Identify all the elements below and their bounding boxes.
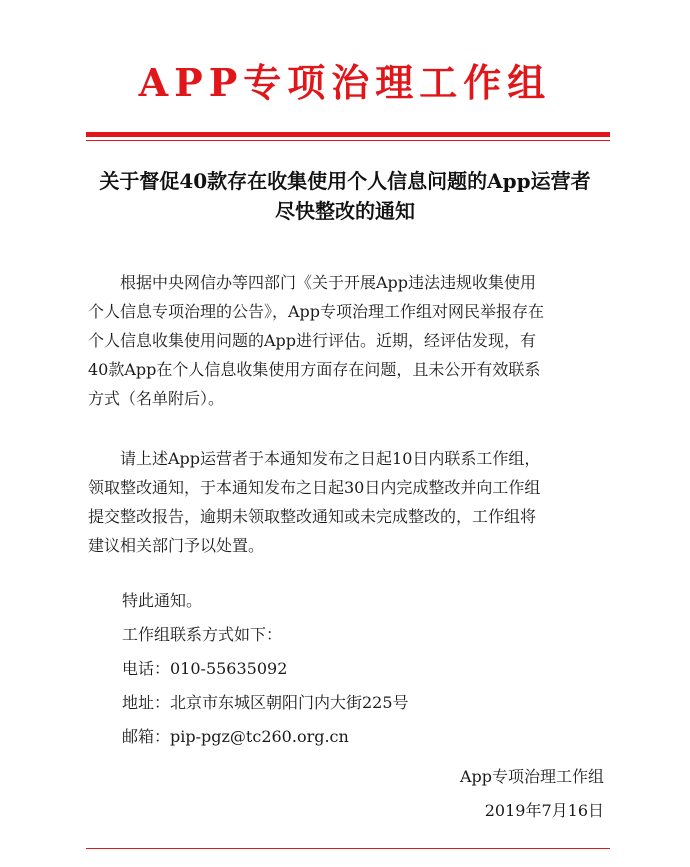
paragraph-line: 请上述App运营者于本通知发布之日起10日内联系工作组， bbox=[88, 449, 541, 468]
paragraph-line: 个人信息收集使用问题的App进行评估。近期，经评估发现，有 bbox=[88, 331, 537, 350]
contact-phone: 电话：010-55635092 bbox=[122, 659, 288, 678]
paragraph-line: 个人信息专项治理的公告》，App专项治理工作组对网民举报存在 bbox=[88, 302, 545, 321]
body-paragraph-1 bbox=[88, 268, 608, 413]
closing-line: 特此通知。 bbox=[122, 591, 203, 610]
signature-org: App专项治理工作组 bbox=[459, 767, 604, 786]
contact-email: 邮箱：pip-pgz@tc260.org.cn bbox=[122, 727, 349, 746]
paragraph-line: 方式（名单附后）。 bbox=[88, 389, 225, 408]
footer-red-rule bbox=[86, 848, 610, 849]
notice-title-line-2: 尽快整改的通知 bbox=[275, 199, 415, 223]
org-header-title: APP专项治理工作组 bbox=[138, 60, 552, 105]
paragraph-line: 提交整改报告，逾期未领取整改通知或未完成整改的，工作组将 bbox=[88, 507, 537, 526]
paragraph-line: 建议相关部门予以处置。 bbox=[88, 536, 265, 555]
notice-title bbox=[60, 166, 630, 226]
header-red-rule-thin bbox=[86, 140, 610, 141]
paragraph-line: 根据中央网信办等四部门《关于开展App违法违规收集使用 bbox=[88, 273, 537, 292]
notice-title-line-1: 关于督促40款存在收集使用个人信息问题的App运营者 bbox=[99, 169, 591, 193]
contact-heading: 工作组联系方式如下： bbox=[122, 625, 283, 644]
paragraph-line: 领取整改通知，于本通知发布之日起30日内完成整改并向工作组 bbox=[88, 478, 541, 497]
header-red-rule-thick bbox=[86, 132, 610, 137]
contact-address: 地址：北京市东城区朝阳门内大街225号 bbox=[122, 693, 409, 712]
signature-date: 2019年7月16日 bbox=[484, 801, 604, 820]
body-paragraph-2 bbox=[88, 444, 608, 560]
paragraph-line: 40款App在个人信息收集使用方面存在问题，且未公开有效联系 bbox=[88, 360, 541, 379]
